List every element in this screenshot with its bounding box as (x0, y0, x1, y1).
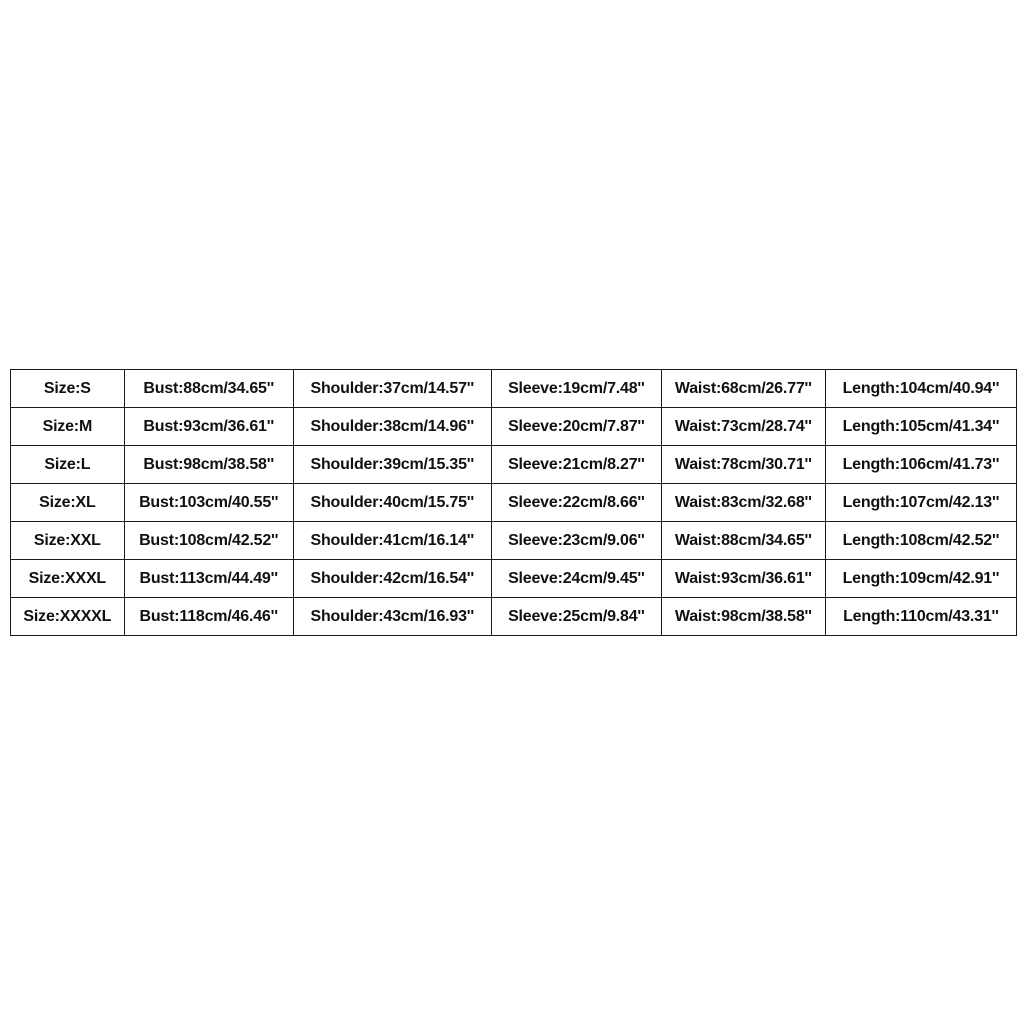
sleeve-cell: Sleeve:20cm/7.87'' (491, 408, 661, 446)
table-row (11, 560, 1017, 598)
waist-cell: Waist:83cm/32.68'' (661, 484, 825, 522)
waist-cell: Waist:78cm/30.71'' (661, 446, 825, 484)
size-cell: Size:M (11, 408, 125, 446)
size-cell: Size:XXXXL (11, 598, 125, 636)
shoulder-cell: Shoulder:38cm/14.96'' (293, 408, 491, 446)
size-chart-table (10, 369, 1017, 636)
length-cell: Length:108cm/42.52'' (825, 522, 1016, 560)
length-cell: Length:109cm/42.91'' (825, 560, 1016, 598)
bust-cell: Bust:118cm/46.46'' (124, 598, 293, 636)
table-row (11, 484, 1017, 522)
table-row (11, 446, 1017, 484)
waist-cell: Waist:88cm/34.65'' (661, 522, 825, 560)
sleeve-cell: Sleeve:22cm/8.66'' (491, 484, 661, 522)
table-row (11, 408, 1017, 446)
size-cell: Size:L (11, 446, 125, 484)
shoulder-cell: Shoulder:39cm/15.35'' (293, 446, 491, 484)
bust-cell: Bust:108cm/42.52'' (124, 522, 293, 560)
length-cell: Length:107cm/42.13'' (825, 484, 1016, 522)
table-row (11, 522, 1017, 560)
length-cell: Length:104cm/40.94'' (825, 370, 1016, 408)
table-row (11, 370, 1017, 408)
shoulder-cell: Shoulder:41cm/16.14'' (293, 522, 491, 560)
sleeve-cell: Sleeve:25cm/9.84'' (491, 598, 661, 636)
size-cell: Size:XXL (11, 522, 125, 560)
bust-cell: Bust:98cm/38.58'' (124, 446, 293, 484)
shoulder-cell: Shoulder:42cm/16.54'' (293, 560, 491, 598)
sleeve-cell: Sleeve:19cm/7.48'' (491, 370, 661, 408)
sleeve-cell: Sleeve:23cm/9.06'' (491, 522, 661, 560)
length-cell: Length:110cm/43.31'' (825, 598, 1016, 636)
size-cell: Size:S (11, 370, 125, 408)
waist-cell: Waist:68cm/26.77'' (661, 370, 825, 408)
sleeve-cell: Sleeve:21cm/8.27'' (491, 446, 661, 484)
bust-cell: Bust:88cm/34.65'' (124, 370, 293, 408)
bust-cell: Bust:113cm/44.49'' (124, 560, 293, 598)
waist-cell: Waist:93cm/36.61'' (661, 560, 825, 598)
waist-cell: Waist:73cm/28.74'' (661, 408, 825, 446)
shoulder-cell: Shoulder:40cm/15.75'' (293, 484, 491, 522)
bust-cell: Bust:103cm/40.55'' (124, 484, 293, 522)
shoulder-cell: Shoulder:37cm/14.57'' (293, 370, 491, 408)
shoulder-cell: Shoulder:43cm/16.93'' (293, 598, 491, 636)
waist-cell: Waist:98cm/38.58'' (661, 598, 825, 636)
sleeve-cell: Sleeve:24cm/9.45'' (491, 560, 661, 598)
length-cell: Length:105cm/41.34'' (825, 408, 1016, 446)
size-cell: Size:XXXL (11, 560, 125, 598)
size-cell: Size:XL (11, 484, 125, 522)
table-row (11, 598, 1017, 636)
bust-cell: Bust:93cm/36.61'' (124, 408, 293, 446)
length-cell: Length:106cm/41.73'' (825, 446, 1016, 484)
